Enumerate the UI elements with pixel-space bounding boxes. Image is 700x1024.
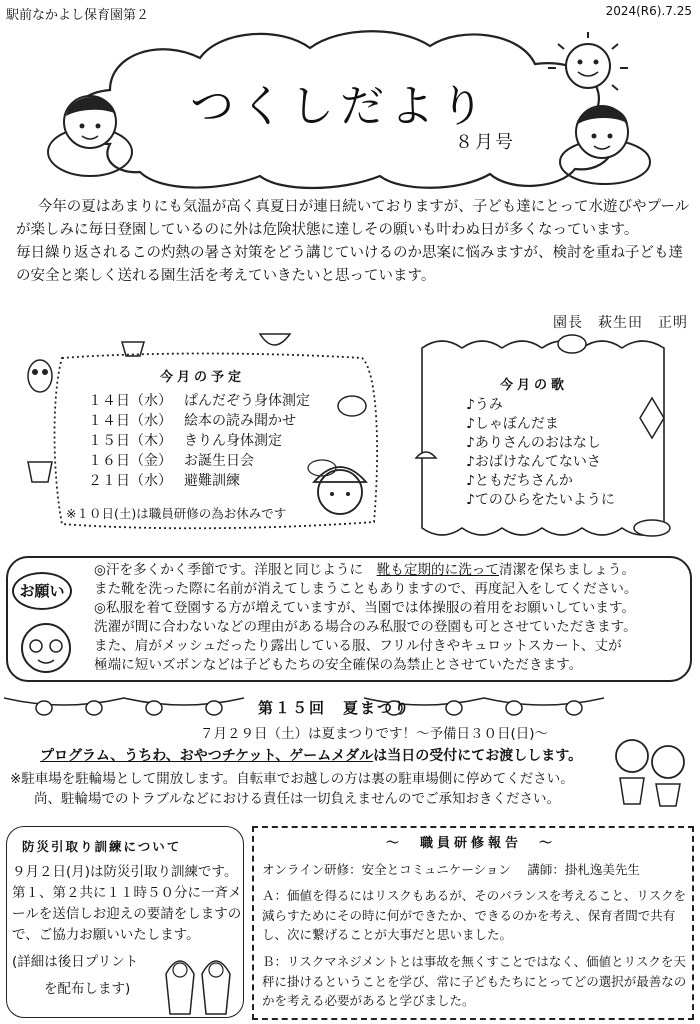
festival-items: プログラム、うちわ、おやつチケット、ゲームメダルは当日の受付にてお渡しします。: [40, 748, 583, 764]
request-badge: お願い: [12, 572, 72, 610]
schedule-row: １４日（水） 絵本の読み聞かせ: [88, 413, 296, 429]
boy-with-net-icon: [308, 460, 366, 514]
training-report-title: ～ 職員研修報告 ～: [386, 836, 557, 851]
list-item: ♪うみ: [466, 397, 503, 413]
owl-icon: [28, 360, 52, 392]
list-item: ♪しゃぼんだま: [466, 416, 559, 432]
list-item: ♪ありさんのおはなし: [466, 435, 601, 451]
festival-notes: ※駐車場を駐輪場として開放します。自転車でお越しの方は裏の駐車場側に停めてください。 尚、駐輪場でのトラブルなどにおける責任は一切負えませんのでご承知おきください。: [10, 771, 574, 807]
school-name: 駅前なかよし保育園第２: [6, 8, 150, 23]
crab-icon: [558, 335, 586, 353]
festival-date: ７月２９日（土）は夏まつりです！～予備日３０日(日)～: [200, 726, 549, 742]
training-report-session: オンライン研修：安全とコミュニケーション 講師：掛札逸美先生: [262, 862, 640, 877]
squid-icon: [640, 398, 664, 438]
list-item: ♪てのひらをたいように: [466, 492, 615, 508]
schedule-list: [88, 391, 310, 491]
issue-month: ８月号: [455, 132, 515, 153]
list-item: ♪ともだちさんか: [466, 473, 573, 489]
schedule-title: 今月の予定: [160, 370, 246, 385]
drill-text: ９月２日(月)は防災引取り訓練です。第１、第２共に１１時５０分に一斉メールを送信しお迎えの要請をしますので、ご協力お願いいたします。: [12, 864, 242, 943]
drill-footnote: を配布します): [44, 981, 131, 997]
schedule-row: １４日（水） ぱんだぞう身体測定: [88, 393, 310, 409]
request-text: ◎汗を多くかく季節です。洋服と同じように 靴も定期的に洗って清潔を保ちましょう。 また靴を洗った際に名前が消えてしまうこともありますので、再度記入をしてください。 ◎私服を着て登園する方が増えていますが、当園では体操服の着用をお願いしています。 洗濯が間に合わないなどの理由がある場合のみ私服での登園も可とさせていただきます。 また、肩がメッシュだったり露出している服、フリル付きやキュロットスカート、丈が 極端に短いズボンなどは子どもたちの安全確保の為禁止とさせていただきます。: [94, 562, 638, 673]
schedule-note: ※１０日(土)は職員研修の為お休みです: [66, 506, 287, 521]
intro-paragraph-1: 今年の夏はあまりにも気温が高く真夏日が連日続いておりますが、子ども達にとって水遊びやプールが楽しみに毎日登園しているのに外は危険状態に達しその願いも叶わぬ日が多くなっています。: [16, 199, 690, 238]
songs-list: [466, 396, 615, 510]
issue-date: 2024(R6).7.25: [605, 4, 692, 18]
training-report-a: Ａ：価値を得るにはリスクもあるが、そのバランスを考えること、リスクを減らすためにその時に何ができたか、できるのかを考え、保育者間で共有し、次に繋げることが大事だと思いました。: [262, 888, 687, 942]
seashell-icon: [416, 452, 436, 458]
newsletter-title: つくしだより: [190, 81, 490, 132]
drill-footnote: (詳細は後日プリント: [12, 954, 139, 970]
kids-with-hoods-icon: [160, 944, 240, 1016]
principal-signature: 園長 萩生田 正明: [553, 315, 688, 331]
festival-title: 第１５回 夏まつり: [258, 699, 412, 717]
songs-title: 今月の歌: [500, 378, 569, 393]
schedule-row: １６日（金） お誕生日会: [88, 453, 254, 469]
watermelon-icon: [260, 334, 290, 345]
training-report-b: Ｂ：リスクマネジメントとは事故を無くすことではなく、価値とリスクを天秤に掛けるということを学び、常に子どもたちにとってどの選択が最善なのかを考える必要があると学びました。: [262, 954, 687, 1008]
fish-icon: [634, 520, 670, 536]
sun-icon: [548, 32, 628, 90]
grandpa-face-icon: [14, 616, 78, 678]
drill-title: 防災引取り訓練について: [22, 839, 182, 854]
schedule-row: １５日（木） きりん身体測定: [88, 433, 282, 449]
intro-message: [16, 196, 690, 288]
festival-kids-icon: [604, 728, 696, 808]
cup-icon: [28, 462, 52, 482]
schedule-row: ２１日（水） 避難訓練: [88, 473, 240, 489]
crab-icon: [338, 396, 366, 416]
intro-paragraph-2: 毎日繰り返されるこの灼熱の暑さ対策をどう講じていけるのか思案に悩みますが、検討を重ね子ども達の安全と楽しく送れる園生活を考えていきたいと思っています。: [16, 245, 683, 284]
list-item: ♪おばけなんてないさ: [466, 454, 601, 470]
child-swim-ring-left-icon: [48, 96, 132, 176]
